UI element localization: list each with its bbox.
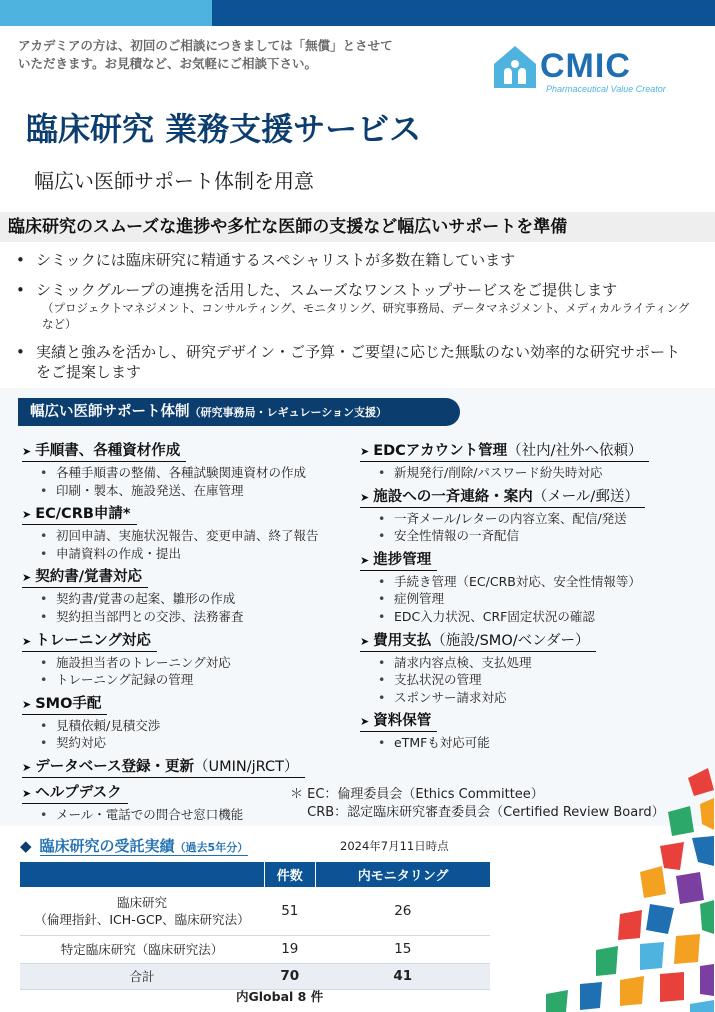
support-section-header <box>18 398 460 426</box>
service-block <box>22 566 357 625</box>
academia-intro-note <box>18 37 418 73</box>
service-heading <box>360 551 437 571</box>
arrow-bullet-icon: ➤ <box>22 697 32 711</box>
diamond-bullet-icon: ◆ <box>20 837 32 855</box>
arrow-bullet-icon: ➤ <box>360 445 370 458</box>
header-cell-label <box>20 862 264 887</box>
arrow-bullet-icon: ➤ <box>360 490 370 504</box>
footnote-crb: CRB：認定臨床研究審査委員会（Certified Review Board） <box>290 805 665 820</box>
service-heading-qualifier: （社内/社外へ依頼） <box>507 443 643 459</box>
service-block <box>22 503 357 562</box>
results-heading <box>20 836 248 858</box>
service-heading-text: 施設への一斉連絡・案内 <box>373 488 533 505</box>
list-item: • 請求内容点検、支払処理 <box>378 654 695 672</box>
list-item: • 契約担当部門との交渉、法務審査 <box>40 608 357 626</box>
row-count: 19 <box>264 935 316 963</box>
service-block <box>360 486 695 545</box>
service-heading <box>22 784 128 804</box>
list-item: • 申請資料の作成・提出 <box>40 545 357 563</box>
service-block <box>360 630 695 707</box>
arrow-bullet-icon: ➤ <box>22 760 32 774</box>
support-title-text: 幅広い医師サポート体制 <box>30 404 190 420</box>
service-item-list <box>22 527 357 562</box>
table-row <box>20 935 490 963</box>
list-item: • 見積依頼/見積交渉 <box>40 717 357 735</box>
list-item: • トレーニング記録の管理 <box>40 671 357 689</box>
arrow-bullet-icon: ➤ <box>22 571 32 585</box>
arrow-bullet-icon: ➤ <box>22 445 32 458</box>
abbreviation-footnote <box>290 786 665 822</box>
arrow-bullet-icon: ➤ <box>360 634 370 648</box>
service-heading <box>360 632 596 652</box>
list-item: • 契約書/覚書の起案、雛形の作成 <box>40 590 357 608</box>
arrow-bullet-icon: ➤ <box>360 553 370 567</box>
feature-bullet-list <box>14 250 704 392</box>
service-item-list <box>360 464 695 482</box>
results-table <box>20 862 490 990</box>
arrow-bullet-icon: ➤ <box>22 786 32 800</box>
service-block <box>360 710 695 752</box>
service-block <box>22 756 357 778</box>
feature-bullet-text: シミックグループの連携を活用した、スムーズなワンストップサービスをご提供します <box>36 281 618 299</box>
header-cell-count: 件数 <box>264 862 316 887</box>
list-item: • 手続き管理（EC/CRB対応、安全性情報等） <box>378 573 695 591</box>
top-accent-bar-dark <box>212 0 715 26</box>
logo-wordmark: CMIC <box>540 47 631 85</box>
service-heading <box>22 568 148 588</box>
list-item: • 支払状況の管理 <box>378 671 695 689</box>
service-heading-text: EC/CRB申請* <box>35 506 131 523</box>
service-block <box>22 630 357 689</box>
service-block <box>360 440 695 482</box>
feature-bullet-text: 実績と強みを活かし、研究デザイン・ご予算・ご要望に応じた無駄のない効率的な研究サポートをご提案します <box>36 343 680 381</box>
support-subtitle-text: （研究事務局・レギュレーション支援） <box>189 406 388 419</box>
summary-banner-text: 臨床研究のスムーズな進捗や多忙な医師の支援など幅広いサポートを準備 <box>8 217 568 237</box>
feature-bullet <box>14 342 704 382</box>
service-block <box>360 549 695 626</box>
page-title: 臨床研究 業務支援サービス <box>26 110 422 148</box>
service-heading <box>22 632 157 652</box>
list-item: • 安全性情報の一斉配信 <box>378 527 695 545</box>
service-heading <box>22 758 305 778</box>
results-subtitle-text: （過去5年分） <box>174 841 249 854</box>
service-heading-text: 資料保管 <box>373 713 432 730</box>
intro-line-2: いただきます。お見積など、お気軽にご相談下さい。 <box>18 56 318 71</box>
service-heading <box>360 712 437 732</box>
total-monitoring: 41 <box>316 963 490 989</box>
service-heading-text: ヘルプデスク <box>35 784 122 801</box>
service-item-list <box>360 510 695 545</box>
results-title-text: 臨床研究の受託実績 <box>39 837 175 855</box>
total-label: 合計 <box>20 963 264 989</box>
service-heading <box>22 442 186 462</box>
total-count: 70 <box>264 963 316 989</box>
row-label-detail: （倫理指針、ICH-GCP、臨床研究法） <box>34 911 250 927</box>
list-item: • eTMFも対応可能 <box>378 734 695 752</box>
service-heading-text: 費用支払 <box>373 632 432 649</box>
service-item-list <box>360 654 695 707</box>
list-item: • メール・電話での問合せ窓口機能 <box>40 806 357 824</box>
service-heading-qualifier: （メール/郵送） <box>532 488 639 505</box>
service-heading-qualifier: （UMIN/jRCT） <box>194 758 299 775</box>
service-heading-text: トレーニング対応 <box>35 632 151 649</box>
intro-line-1: アカデミアの方は、初回のご相談につきましては「無償」とさせて <box>18 38 393 53</box>
service-heading-qualifier: （施設/SMO/ベンダー） <box>431 632 590 649</box>
top-accent-bar-light <box>0 0 212 26</box>
service-heading <box>22 505 137 525</box>
table-total-row <box>20 963 490 989</box>
row-label <box>20 887 264 935</box>
results-as-of-date: 2024年7月11日時点 <box>340 839 449 853</box>
summary-banner <box>0 212 715 242</box>
row-monitoring: 15 <box>316 935 490 963</box>
service-heading-text: EDCアカウント管理 <box>373 443 508 459</box>
feature-bullet <box>14 280 704 332</box>
list-item: • 施設担当者のトレーニング対応 <box>40 654 357 672</box>
service-heading-text: 進捗管理 <box>373 551 432 568</box>
list-item: • 一斉メール/レターの内容立案、配信/発送 <box>378 510 695 528</box>
service-heading-text: SMO手配 <box>35 695 102 712</box>
global-count-note: 内Global 8 件 <box>236 989 324 1004</box>
feature-bullet-text: シミックには臨床研究に精通するスペシャリストが多数在籍しています <box>36 251 516 269</box>
service-item-list <box>360 573 695 626</box>
table-row <box>20 887 490 935</box>
list-item: • 初回申請、実施状況報告、変更申請、終了報告 <box>40 527 357 545</box>
list-item: • スポンサー請求対応 <box>378 689 695 707</box>
arrow-bullet-icon: ➤ <box>22 634 32 648</box>
results-title-underlined <box>40 837 249 856</box>
service-item-list <box>360 734 695 752</box>
feature-bullet-note: （プロジェクトマネジメント、コンサルティング、モニタリング、研究事務局、データマネジメント、メディカルライティング など） <box>42 301 690 331</box>
cmic-logo <box>492 42 692 98</box>
list-item: • 症例管理 <box>378 590 695 608</box>
feature-bullet <box>14 250 704 270</box>
service-block <box>22 440 357 499</box>
list-item: • 印刷・製本、施設発送、在庫管理 <box>40 482 357 500</box>
service-heading <box>360 488 645 508</box>
list-item: • 各種手順書の整備、各種試験関連資材の作成 <box>40 464 357 482</box>
service-heading-text: 契約書/覚書対応 <box>35 569 143 586</box>
row-label-main: 臨床研究 <box>116 894 167 910</box>
service-heading-text: データベース登録・更新 <box>35 758 194 775</box>
service-heading <box>22 695 107 715</box>
service-heading <box>360 442 649 462</box>
arrow-bullet-icon: ➤ <box>22 508 32 522</box>
row-label: 特定臨床研究（臨床研究法） <box>20 935 264 963</box>
service-item-list <box>22 590 357 625</box>
arrow-bullet-icon: ➤ <box>360 715 370 729</box>
service-block <box>22 693 357 752</box>
support-column-left <box>22 440 357 828</box>
service-item-list <box>22 464 357 499</box>
support-column-right <box>360 440 695 756</box>
row-monitoring: 26 <box>316 887 490 935</box>
results-table-header-row <box>20 862 490 887</box>
page-subtitle: 幅広い医師サポート体制を用意 <box>34 169 314 193</box>
service-heading-text: 手順書、各種資材作成 <box>35 443 181 459</box>
service-item-list <box>22 717 357 752</box>
header-cell-monitoring: 内モニタリング <box>316 862 490 887</box>
list-item: • 新規発行/削除/パスワード紛失時対応 <box>378 464 695 482</box>
service-item-list <box>22 654 357 689</box>
support-section-title <box>30 402 387 423</box>
logo-tagline: Pharmaceutical Value Creator <box>546 84 666 94</box>
list-item: • EDC入力状況、CRF固定状況の確認 <box>378 608 695 626</box>
list-item: • 契約対応 <box>40 734 357 752</box>
row-count: 51 <box>264 887 316 935</box>
footnote-ec: ＊ EC：倫理委員会（Ethics Committee） <box>290 787 544 802</box>
cmic-house-logo-icon <box>492 44 538 90</box>
